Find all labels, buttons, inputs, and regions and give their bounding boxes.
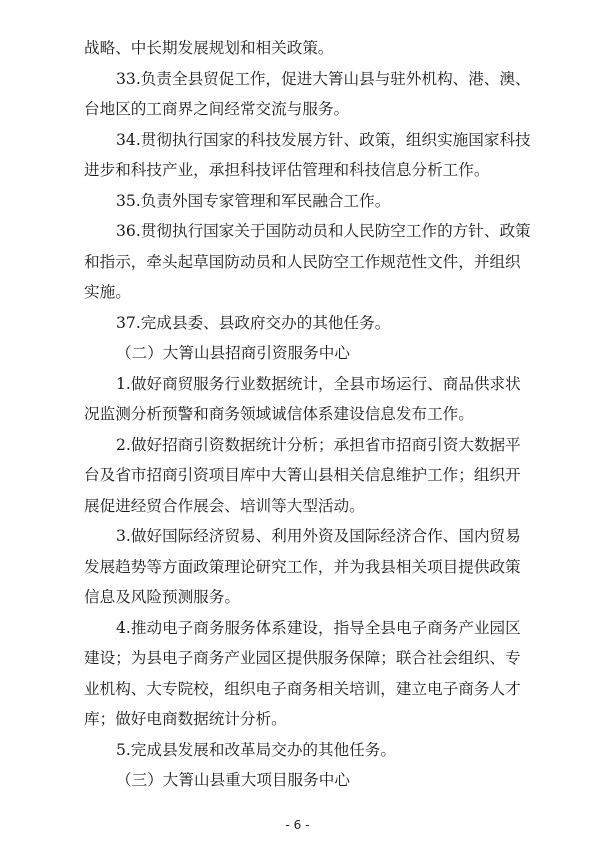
paragraph <box>84 430 534 522</box>
text-line: 实施。 <box>84 283 131 301</box>
text-line: 34.贯彻执行国家的科技发展方针、政策，组织实施国家科技 <box>116 130 531 149</box>
text-line: 2.做好招商引资数据统计分析；承担省市招商引资大数据平 <box>116 435 521 454</box>
text-line: 35.负责外国专家管理和军民融合工作。 <box>116 191 391 210</box>
section-heading <box>84 765 534 796</box>
text-line: （三）大箐山县重大项目服务中心 <box>116 771 350 789</box>
text-line: 库；做好电商数据统计分析。 <box>84 710 287 728</box>
text-line: 1.做好商贸服务行业数据统计，全县市场运行、商品供求状 <box>116 374 521 393</box>
text-line: 进步和科技产业，承担科技评估管理和科技信息分析工作。 <box>84 161 490 179</box>
paragraph <box>84 735 534 766</box>
paragraph <box>84 33 534 64</box>
text-line: 4.推动电子商务服务体系建设，指导全县电子商务产业园区 <box>116 618 521 637</box>
text-line: 36.贯彻执行国家关于国防动员和人民防空工作的方针、政策 <box>116 222 531 240</box>
text-line: 信息及风险预测服务。 <box>84 588 240 606</box>
text-line: 况监测分析预警和商务领域诚信体系建设信息发布工作。 <box>84 405 474 423</box>
document-body <box>84 33 534 796</box>
paragraph <box>84 216 534 308</box>
text-line: 5.完成县发展和改革局交办的其他任务。 <box>116 740 396 759</box>
paragraph <box>84 369 534 430</box>
paragraph <box>84 186 534 217</box>
text-line: （二）大箐山县招商引资服务中心 <box>116 344 350 362</box>
paragraph <box>84 521 534 613</box>
paragraph <box>84 64 534 125</box>
page-number: - 6 - <box>285 818 310 832</box>
text-line: 发展趋势等方面政策理论研究工作，并为我县相关项目提供政策 <box>84 557 521 576</box>
text-line: 台地区的工商界之间经常交流与服务。 <box>84 100 350 118</box>
paragraph <box>84 613 534 735</box>
text-line: 战略、中长期发展规划和相关政策。 <box>84 39 334 57</box>
text-line: 3.做好国际经济贸易、利用外资及国际经济合作、国内贸易 <box>116 527 521 545</box>
text-line: 建设；为县电子商务产业园区提供服务保障；联合社会组织、专 <box>84 649 521 667</box>
paragraph <box>84 308 534 339</box>
text-line: 33.负责全县贸促工作，促进大箐山县与驻外机构、港、澳、 <box>116 69 531 88</box>
text-line: 和指示，牵头起草国防动员和人民防空工作规范性文件，并组织 <box>84 252 521 271</box>
text-line: 展促进经贸合作展会、培训等大型活动。 <box>84 496 365 515</box>
paragraph <box>84 125 534 186</box>
text-line: 业机构、大专院校，组织电子商务相关培训，建立电子商务人才 <box>84 679 521 698</box>
text-line: 37.完成县委、县政府交办的其他任务。 <box>116 313 391 332</box>
section-heading <box>84 338 534 369</box>
text-line: 台及省市招商引资项目库中大箐山县相关信息维护工作；组织开 <box>84 466 521 484</box>
